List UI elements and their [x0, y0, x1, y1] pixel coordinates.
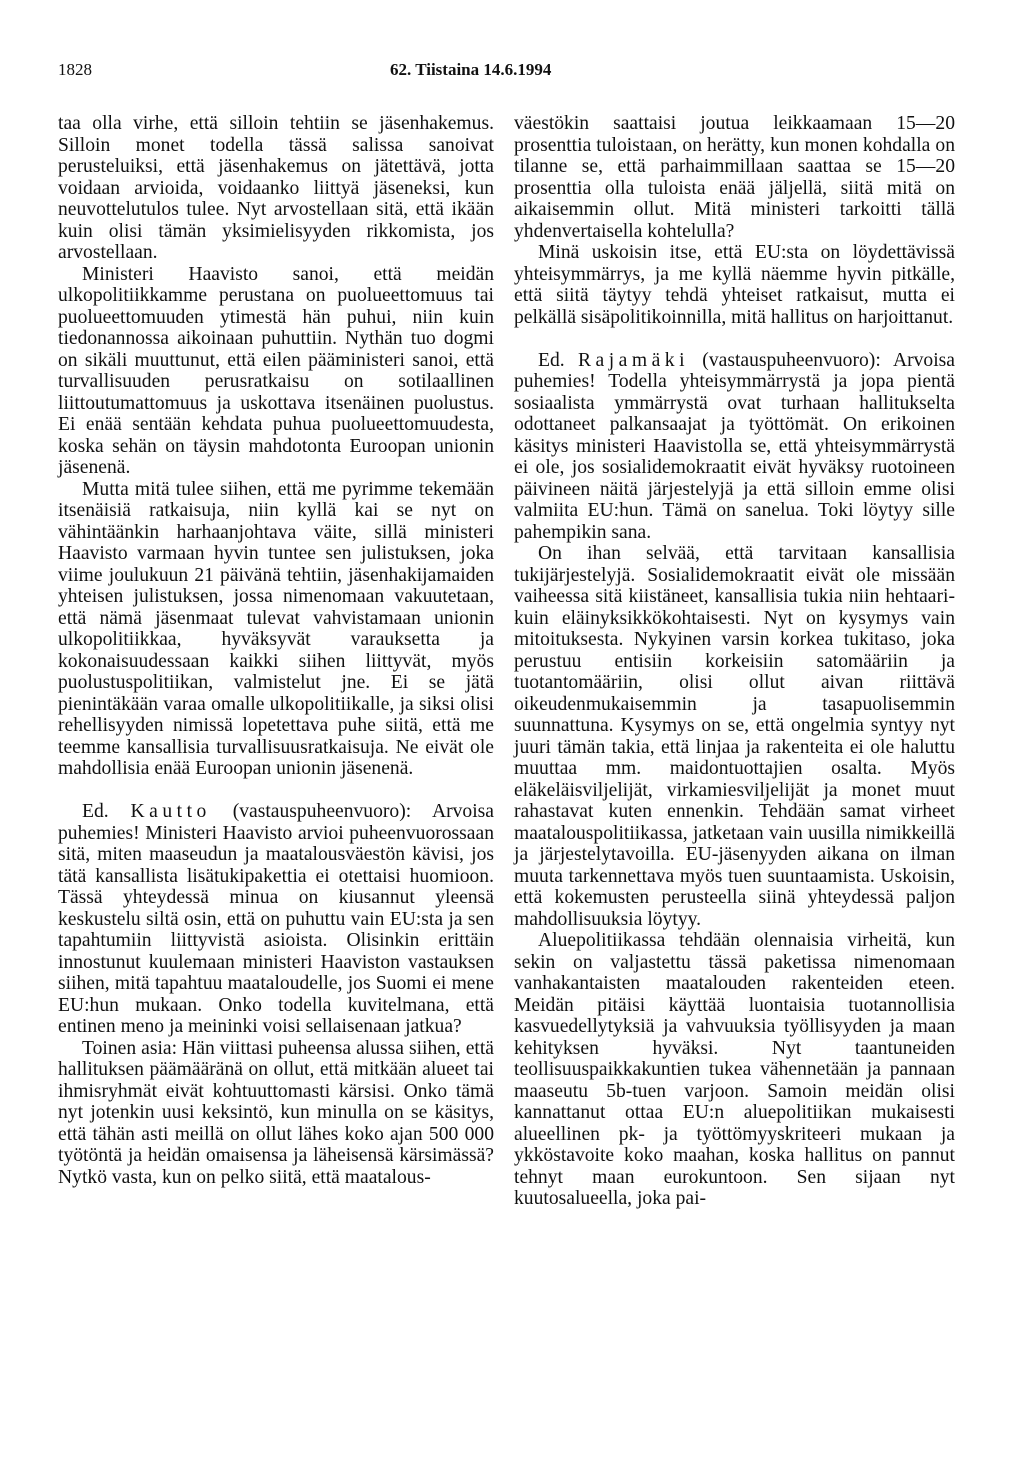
- paragraph: Mutta mitä tulee siihen, että me pyrimme tekemään itsenäisiä ratkaisuja, niin kyllä kai se nyt on vähintäänkin harhaanjohtava väite, sillä ministeri Haavisto varmaan hyvin tuntee sen julistuksen, joka viime joulukuun 21 päivänä tehtiin, jäsenhakijamaiden yhteisen julistuksen, jossa nimenomaan vakuutetaan, että nämä jäsenmaat tulevat vahvistamaan unionin ulkopolitiikkaa, hyväksyvät varauksetta ja kokonaisuudessaan kaikki siihen liittyvät, myös puolustuspolitiikan, valmistelut jne. Ei se jätä pienintäkään varaa omalle ulkopolitiikalle, ja siksi olisi rehellisyyden nimissä lopetettava puhe siitä, että me teemme kansallisia turvallisuusratkaisuja. Ne eivät ole mahdollisia enää Euroopan unionin jäsenenä.: [58, 478, 494, 779]
- speech-kautto: [58, 801, 494, 1038]
- left-column: [58, 113, 494, 1188]
- paragraph: taa olla virhe, että silloin tehtiin se jäsenhakemus. Silloin monet todella tässä salissa sanoivat perusteluiksi, että jäsenhakemus on jätettävä, jotta voidaan arvioida, voidaanko liittyä jäseneksi, kun neuvottelutulos tulee. Nyt arvostellaan sitä, että ikään kuin olisi tämän yksimielisyyden rikkomista, jos arvostellaan.: [58, 113, 494, 263]
- paragraph: Ministeri Haavisto sanoi, että meidän ulkopolitiikkamme perustana on puolueettomuus tai puolueettomuuden ytimestä hän puhui, niin kuin tiedonannossa aikoinaan puhuttiin. Nythän tuo dogmi on sikäli muuttunut, että eilen pääministeri sanoi, että turvallisuuden perusratkaisu on sotilaallinen liittoutumattomuus ja uskottava itsenäinen puolustus. Ei enää sentään kehdata puhua puolueettomuudesta, koska sehän on täysin mahdotonta Euroopan unionin jäsenenä.: [58, 263, 494, 478]
- speaker-name: Kautto: [130, 801, 211, 822]
- paragraph: Aluepolitiikassa tehdään olennaisia virheitä, kun sekin on valjastettu tässä paketissa nimenomaan vanhakantaisten maatalouden rakenteiden eteen. Meidän pitäisi käyttää luontaisia tuotannollisia kasvuedellytyksiä ja vahvuuksia työllisyyden ja maan kehityksen hyväksi. Nyt taantuneiden teollisuuspaikkakuntien tukea vähennetään ja pannaan maaseutu 5b-tuen varjoon. Samoin meidän olisi kannattanut ottaa EU:n aluepolitiikan mukaisesti alueellinen pk- ja työttömyyskriteeri mukaan ja ykköstavoite koko maahan, koska hallitus on pannut tehnyt maan eurokuntoon. Sen sijaan nyt kuutosalueella, joka pai-: [514, 930, 955, 1209]
- speaker-prefix: Ed.: [82, 801, 109, 822]
- speech-text: (vastauspuheenvuoro): Arvoisa puhemies! Todella yhteisymmärrystä ja jopa pientä sosiaalista ymmärrystä ovat turhaan hallitukselta odottaneet palkansaajat ja työttömät. On erikoinen käsitys ministeri Haavistolla se, että yhteisymmärrystä ei ole, jos sosialidemokraatit eivät hyväksy ruotoineen päivineen näitä järjestelyjä ja että silloin emme olisi valmiita EU:hun. Tämä on sanelua. Toki löytyy sille pahempikin sana.: [514, 349, 955, 543]
- page-header: [58, 60, 964, 86]
- right-column: [514, 113, 955, 1210]
- speech-rajamaki: [514, 350, 955, 544]
- paragraph: On ihan selvää, että tarvitaan kansallisia tukijärjestelyjä. Sosialidemokraatit eivät ole missään vaiheessa sitä kiistäneet, kansallisia tukia niin hehtaari- kuin eläinyksikkökohtaisesti. Nyt on kysymys vain mitoituksesta. Nykyinen varsin korkea tukitaso, joka perustuu entisiin korkeisiin satomääriin ja tuotantomääriin, olisi ollut aivan riittävä oikeudenmukaisemmin ja tasapuolisemmin suunnattuna. Kysymys on se, että ongelmia syntyy nyt juuri tämän takia, että linjaa ja rakenteita ei ole haluttu muuttaa mm. maidontuottajien osalta. Myös eläkeläisviljelijät, virkamiesviljelijät ja monet muut rahastavat kuten ennenkin. Tehdään samat virheet maatalouspolitiikassa, jatketaan vain uusilla nimikkeillä ja järjestelytavoilla. EU-jäsenyyden aikana on ilman muuta tarkennettava myös tuen suuntaamista. Uskoisin, että kokemusten perusteella siinä yhteydessä paljon mahdollisuuksia löytyy.: [514, 543, 955, 930]
- speaker-prefix: Ed.: [538, 349, 565, 371]
- page-number: 1828: [58, 60, 92, 79]
- speech-text: (vastauspuheenvuoro): Arvoisa puhemies! Ministeri Haavisto arvioi puheenvuorossaan sitä, miten maaseudun ja maatalousväestön kävisi, jos tätä kansallista lisätukipakettia ei otettaisi huomioon. Tässä yhteydessä minua on kiusannut yleensä keskustelu siltä osin, että on puhuttu vain EU:sta ja sen tapahtumiin liittyvistä asioista. Olisinkin erittäin innostunut kuulemaan ministeri Haaviston vastauksen siihen, mitä tapahtuu maataloudelle, jos Suomi ei mene EU:hun mukaan. Onko todella kuvitelmana, että entinen meno ja meininki voisi sellaisenaan jatkua?: [58, 801, 494, 1037]
- paragraph: Minä uskoisin itse, että EU:sta on löydettävissä yhteisymmärrys, ja me kyllä näemme hyvin pitkälle, että siitä täytyy tehdä yhteiset ratkaisut, mutta ei pelkällä sisäpolitikoinnilla, mitä hallitus on harjoittanut.: [514, 242, 955, 328]
- paragraph: väestökin saattaisi joutua leikkaamaan 15—20 prosenttia tuloistaan, on herätty, kun monen kohdalla on tilanne se, että parhaimmillaan saattaa se 15—20 prosenttia olla tuloista enää jäljellä, siitä mitä on aikaisemmin ollut. Mitä ministeri tarkoitti tällä yhdenvertaisella kohtelulla?: [514, 113, 955, 242]
- session-title: 62. Tiistaina 14.6.1994: [390, 60, 552, 79]
- paragraph: Toinen asia: Hän viittasi puheensa alussa siihen, että hallituksen päämääränä on ollut, että mitkään alueet tai ihmisryhmät eivät kohtuuttomasti kärsisi. Onko tämä nyt jotenkin uusi keksintö, kun minulla on se käsitys, että tähän asti meillä on ollut lähes koko ajan 500 000 työtöntä ja heidän omaisensa ja läheisensä kärsimässä? Nytkö vasta, kun on pelko siitä, että maatalous-: [58, 1037, 494, 1188]
- speaker-name: Rajamäki: [577, 349, 690, 371]
